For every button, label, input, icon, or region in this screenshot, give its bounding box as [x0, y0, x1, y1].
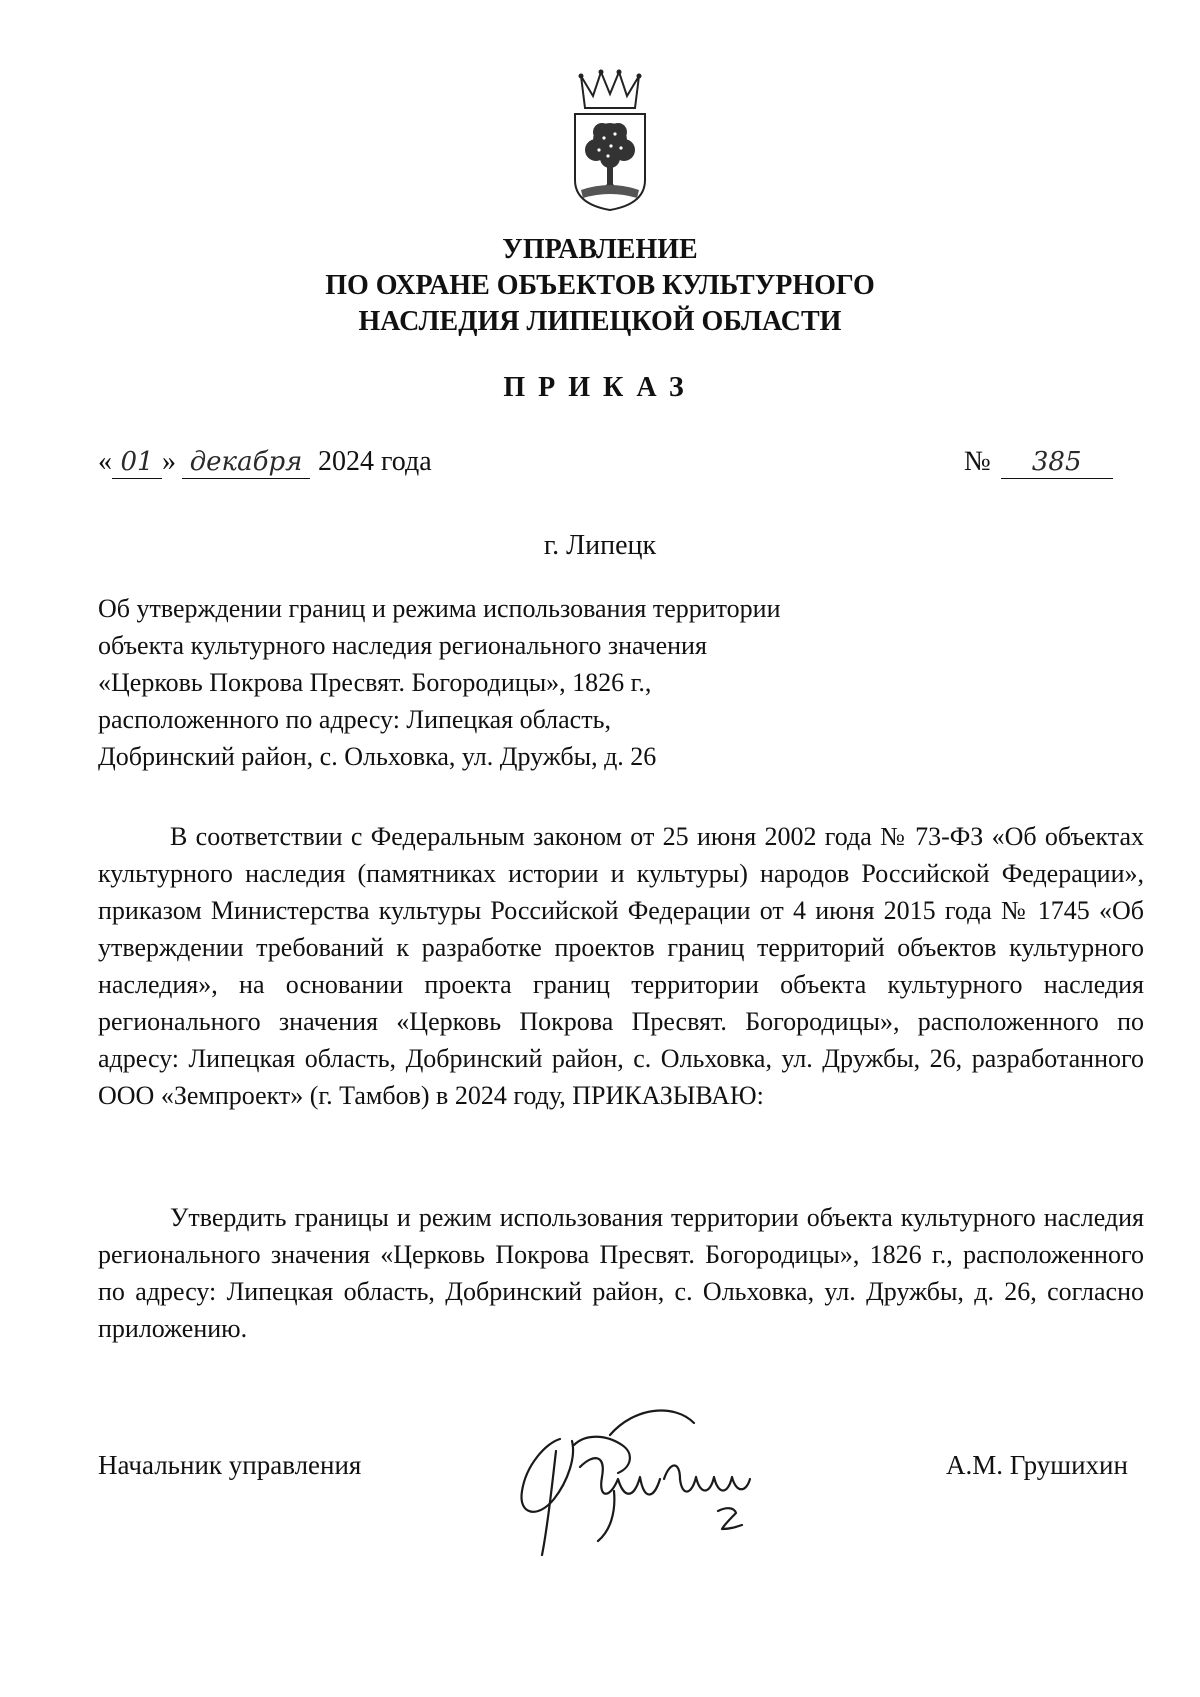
date-month-field	[182, 446, 310, 479]
signatory-title: Начальник управления	[98, 1450, 362, 1480]
handwritten-signature	[498, 1395, 798, 1560]
number-label: №	[964, 446, 991, 477]
order-paragraph: Утвердить границы и режим использования территории объекта культурного наследия регионального значения «Церковь Покрова Пресвят. Богородицы», 1826 г., расположенного по адресу: Липецкая область, Добринский район, с. Ольховка, ул. Дружбы, д. 26, согласно приложению.	[98, 1203, 1144, 1343]
subject-line: Об утверждении границ и режима использования территории	[98, 594, 781, 623]
organization-header	[0, 232, 1200, 340]
subject-line: «Церковь Покрова Пресвят. Богородицы», 1826 г.,	[98, 668, 652, 697]
order-subject	[98, 590, 781, 775]
city: г. Липецк	[543, 530, 657, 561]
organization-line-3: НАСЛЕДИЯ ЛИПЕЦКОЙ ОБЛАСТИ	[358, 306, 842, 337]
subject-line: объекта культурного наследия регионального значения	[98, 631, 707, 660]
date-day-field	[112, 446, 162, 479]
preamble-paragraph: В соответствии с Федеральным законом от 25 июня 2002 года № 73-ФЗ «Об объектах культурного наследия (памятниках истории и культуры) народов Российской Федерации», приказом Министерства культуры Российской Федерации от 4 июня 2015 года № 1745 «Об утверждении требований к разработке проектов границ территорий объектов культурного наследия», на основании проекта границ территории объекта культурного наследия регионального значения «Церковь Покрова Пресвят. Богородицы», расположенного по адресу: Липецкая область, Добринский район, с. Ольховка, ул. Дружбы, 26, разработанного ООО «Земпроект» (г. Тамбов) в 2024 году, ПРИКАЗЫВАЮ:	[98, 822, 1144, 1110]
date-year: 2024 года	[318, 446, 432, 477]
date-open-quote: «	[98, 446, 112, 477]
document-number	[964, 446, 1113, 479]
document-date	[98, 446, 432, 479]
subject-line: Добринский район, с. Ольховка, ул. Дружбы, д. 26	[98, 742, 657, 771]
organization-line-1: УПРАВЛЕНИЕ	[502, 234, 698, 265]
date-day: 01	[120, 447, 154, 477]
date-month: декабря	[189, 447, 303, 477]
date-close-quote: »	[162, 446, 176, 477]
coat-of-arms-icon	[571, 68, 649, 213]
number-value: 385	[1031, 447, 1082, 477]
signatory-name: А.М. Грушихин	[946, 1450, 1128, 1480]
document-type: ПРИКАЗ	[503, 372, 697, 403]
number-field	[1001, 446, 1113, 479]
subject-line: расположенного по адресу: Липецкая область,	[98, 705, 611, 734]
organization-line-2: ПО ОХРАНЕ ОБЪЕКТОВ КУЛЬТУРНОГО	[325, 270, 875, 301]
